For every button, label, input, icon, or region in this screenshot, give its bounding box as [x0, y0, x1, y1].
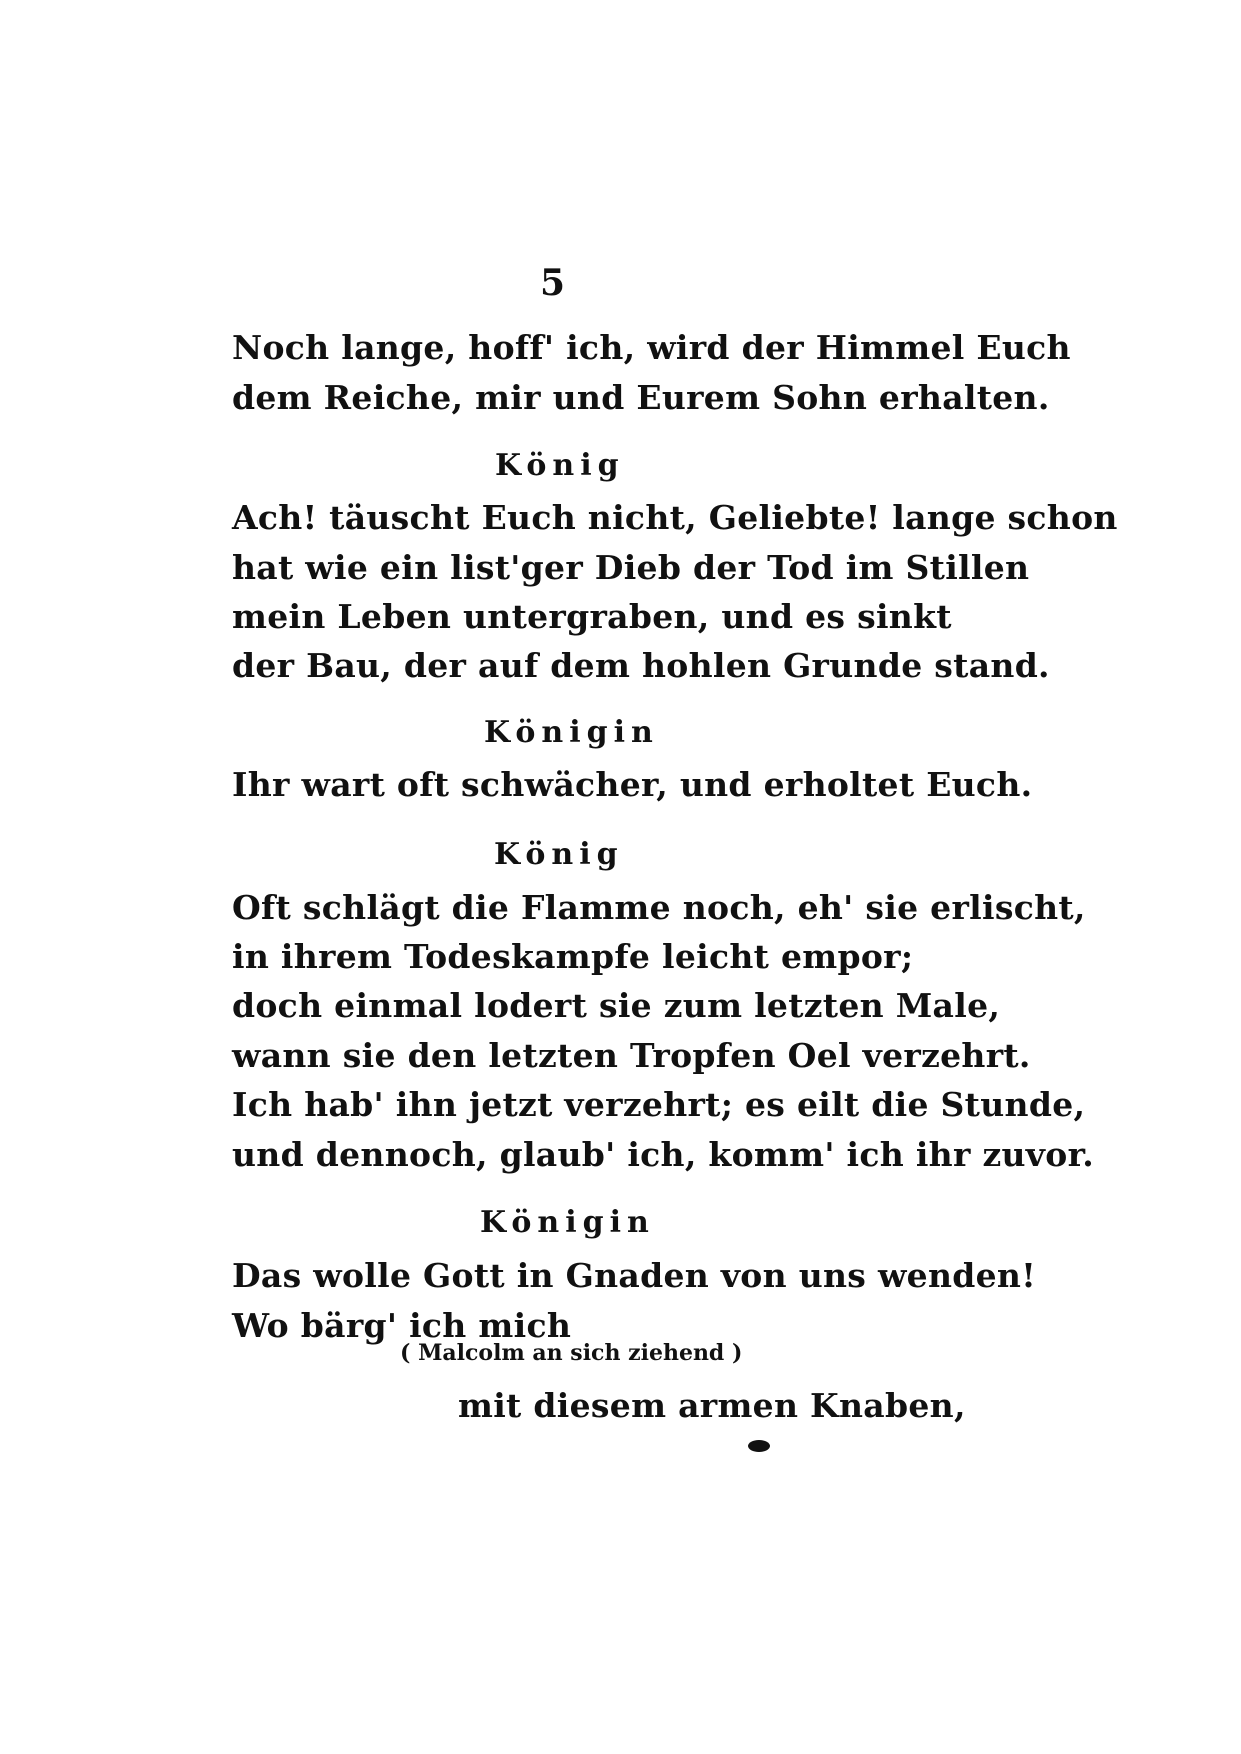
- verse-line: Ihr wart oft schwächer, und erholtet Euch.: [232, 765, 1033, 804]
- page-number: 5: [540, 262, 566, 304]
- verse-line: mein Leben untergraben, und es sinkt: [232, 597, 952, 636]
- verse-line: hat wie ein list'ger Dieb der Tod im Stillen: [232, 548, 1030, 587]
- speaker-name: Königin: [484, 715, 659, 750]
- verse-line: Oft schlägt die Flamme noch, eh' sie erlischt,: [232, 888, 1086, 927]
- stage-direction: ( Malcolm an sich ziehend ): [400, 1340, 743, 1366]
- verse-line: Ich hab' ihn jetzt verzehrt; es eilt die Stunde,: [232, 1085, 1086, 1124]
- verse-line: Wo bärg' ich mich: [232, 1306, 572, 1345]
- verse-line-continuation: mit diesem armen Knaben,: [458, 1386, 966, 1425]
- verse-line: Das wolle Gott in Gnaden von uns wenden!: [232, 1256, 1036, 1295]
- ink-smudge: [748, 1440, 770, 1452]
- verse-line: dem Reiche, mir und Eurem Sohn erhalten.: [232, 378, 1050, 417]
- speaker-name: Königin: [480, 1205, 655, 1240]
- verse-line: und dennoch, glaub' ich, komm' ich ihr zuvor.: [232, 1135, 1095, 1174]
- speaker-name: König: [494, 837, 624, 872]
- verse-line: wann sie den letzten Tropfen Oel verzehrt.: [232, 1036, 1031, 1075]
- verse-line: Ach! täuscht Euch nicht, Geliebte! lange schon: [232, 498, 1118, 537]
- verse-line: Noch lange, hoff' ich, wird der Himmel Euch: [232, 328, 1071, 367]
- verse-line: doch einmal lodert sie zum letzten Male,: [232, 986, 1001, 1025]
- verse-line: der Bau, der auf dem hohlen Grunde stand.: [232, 646, 1050, 685]
- speaker-name: König: [495, 448, 625, 483]
- verse-line: in ihrem Todeskampfe leicht empor;: [232, 937, 914, 976]
